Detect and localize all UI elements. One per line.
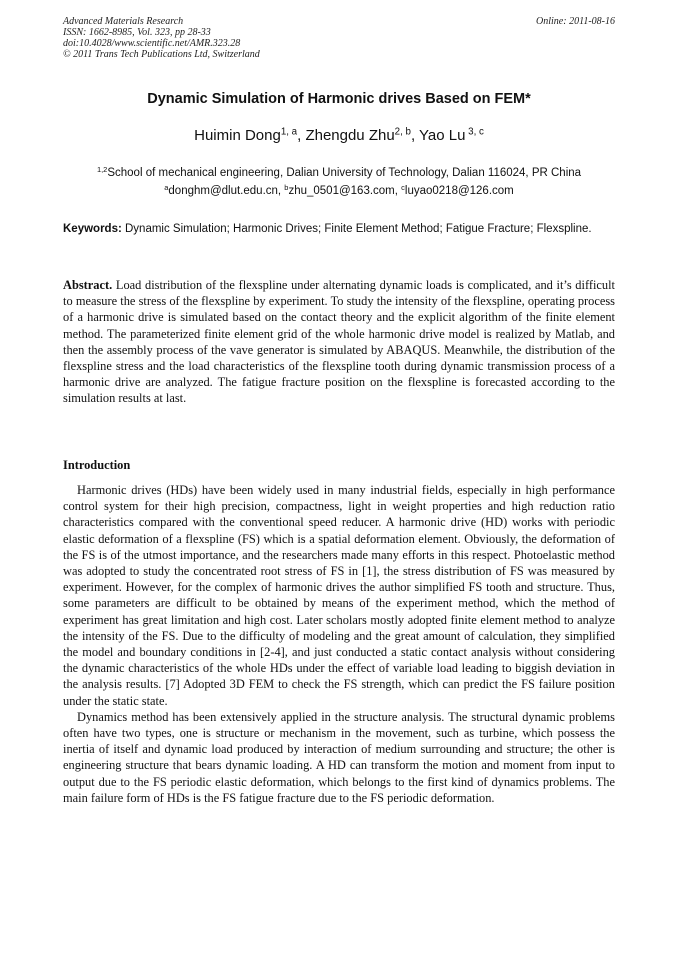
email-superscript: b <box>284 182 289 192</box>
journal-name: Advanced Materials Research <box>63 16 184 27</box>
author-superscript: 3, c <box>465 126 484 138</box>
body-paragraph: Dynamics method has been extensively applied in the structure analysis. The structural dynamic problems often have two types, one is structure or mechanism in the movement, such as turbine, which possess the inertia of itself and dynamic load produced by interaction of medium surrounding and structure; the other is engineering structure that bears dynamic loading. A HD can transform the motion and moment from input to output due to the FS periodic elastic deformation, which belongs to the first kind of dynamics problems. The main failure form of HDs is the FS fatigue fracture due to the FS periodic deformation. <box>63 709 615 805</box>
affiliation-text: School of mechanical engineering, Dalian University of Technology, Dalian 116024, PR China <box>107 167 582 179</box>
email-separator: , <box>277 185 285 197</box>
body-paragraph: Harmonic drives (HDs) have been widely used in many industrial fields, especially in high performance control system for their high precision, compactness, light in weight properties and high reduction ratio characteristics compared with the conventional speed reducer. A harmonic drive (HD) works with periodic elastic deformation of a flexspline (FS) which is a spatial deformation element. Obviously, the deformation of the FS is of the utmost importance, and the researchers made many efforts in this respect. Photoelastic method was adopted to study the concentrated root stress of FS in [1], the stress distribution of FS was measured by experiment. However, for the complex of harmonic drives the author simplified FS tooth and structure. Thus, some parameters are difficult to be obtained by means of the experiment method, which the method of experiment has great limitation and high cost. Later scholars mostly adopted finite element method to analyze the intensity of the FS. Due to the difficulty of modeling and the great amount of calculation, they simplified the model and boundary conditions in [2-4], and just conducted a static contact analysis without considering the dynamic characteristics of the whole HDs under the effect of variable load leading to biggish deviation in the analysis results. [7] Adopted 3D FEM to check the FS strength, which can predict the FS failure position under the static state. <box>63 483 615 708</box>
abstract-text: Load distribution of the flexspline under alternating dynamic loads is complicated, and it’s difficult to measure the stress of the flexspline by experiment. To study the intensity of the flexspline, operating process of a harmonic drive is simulated based on the contact theory and the explicit algorithm of the finite element method. The parameterized finite element grid of the whole harmonic drive model is realized by Matlab, and then the assembly process of the vave generator is simulated by ABAQUS. Meanwhile, the distribution of the flexspline stress and the load characteristics of the flexspline tooth during dynamic transmission process of a harmonic drive are analyzed. The fatigue fracture position on the flexspline is forecasted according to the simulation results at last. <box>63 278 615 406</box>
email-superscript: c <box>401 182 405 192</box>
affiliation-block <box>63 164 615 200</box>
email-address[interactable]: donghm@dlut.edu.cn <box>168 185 278 197</box>
doi-line: doi:10.4028/www.scientific.net/AMR.323.28 <box>63 38 241 49</box>
author-superscript: 1, a <box>280 126 298 138</box>
email-superscript: a <box>164 182 169 192</box>
introduction-body <box>63 482 615 806</box>
author-separator: , <box>410 127 420 144</box>
author-superscript: 2, b <box>394 126 411 138</box>
author-separator: , <box>297 127 306 144</box>
abstract-label: Abstract. <box>63 278 113 292</box>
abstract-block <box>63 277 615 407</box>
author-list <box>63 127 615 144</box>
journal-header <box>63 16 615 60</box>
online-date: Online: 2011-08-16 <box>536 16 615 27</box>
issn-line: ISSN: 1662-8985, Vol. 323, pp 28-33 <box>63 27 211 38</box>
email-separator: , <box>394 185 402 197</box>
author-name: Zhengdu Zhu <box>305 127 395 144</box>
email-address[interactable]: luyao0218@126.com <box>404 185 514 197</box>
affiliation-superscript: 1,2 <box>96 164 108 174</box>
keywords-block <box>63 221 615 238</box>
copyright-line: © 2011 Trans Tech Publications Ltd, Switzerland <box>63 49 260 60</box>
author-name: Yao Lu <box>419 127 466 144</box>
section-heading-introduction: Introduction <box>63 458 131 472</box>
author-name: Huimin Dong <box>194 127 281 144</box>
keywords-label: Keywords: <box>63 223 122 235</box>
email-address[interactable]: zhu_0501@163.com <box>288 185 395 197</box>
email-line <box>63 182 615 200</box>
keywords-text: Dynamic Simulation; Harmonic Drives; Finite Element Method; Fatigue Fracture; Flexspline. <box>125 223 592 235</box>
affiliation-line <box>63 164 615 182</box>
paper-title: Dynamic Simulation of Harmonic drives Based on FEM* <box>147 91 531 107</box>
